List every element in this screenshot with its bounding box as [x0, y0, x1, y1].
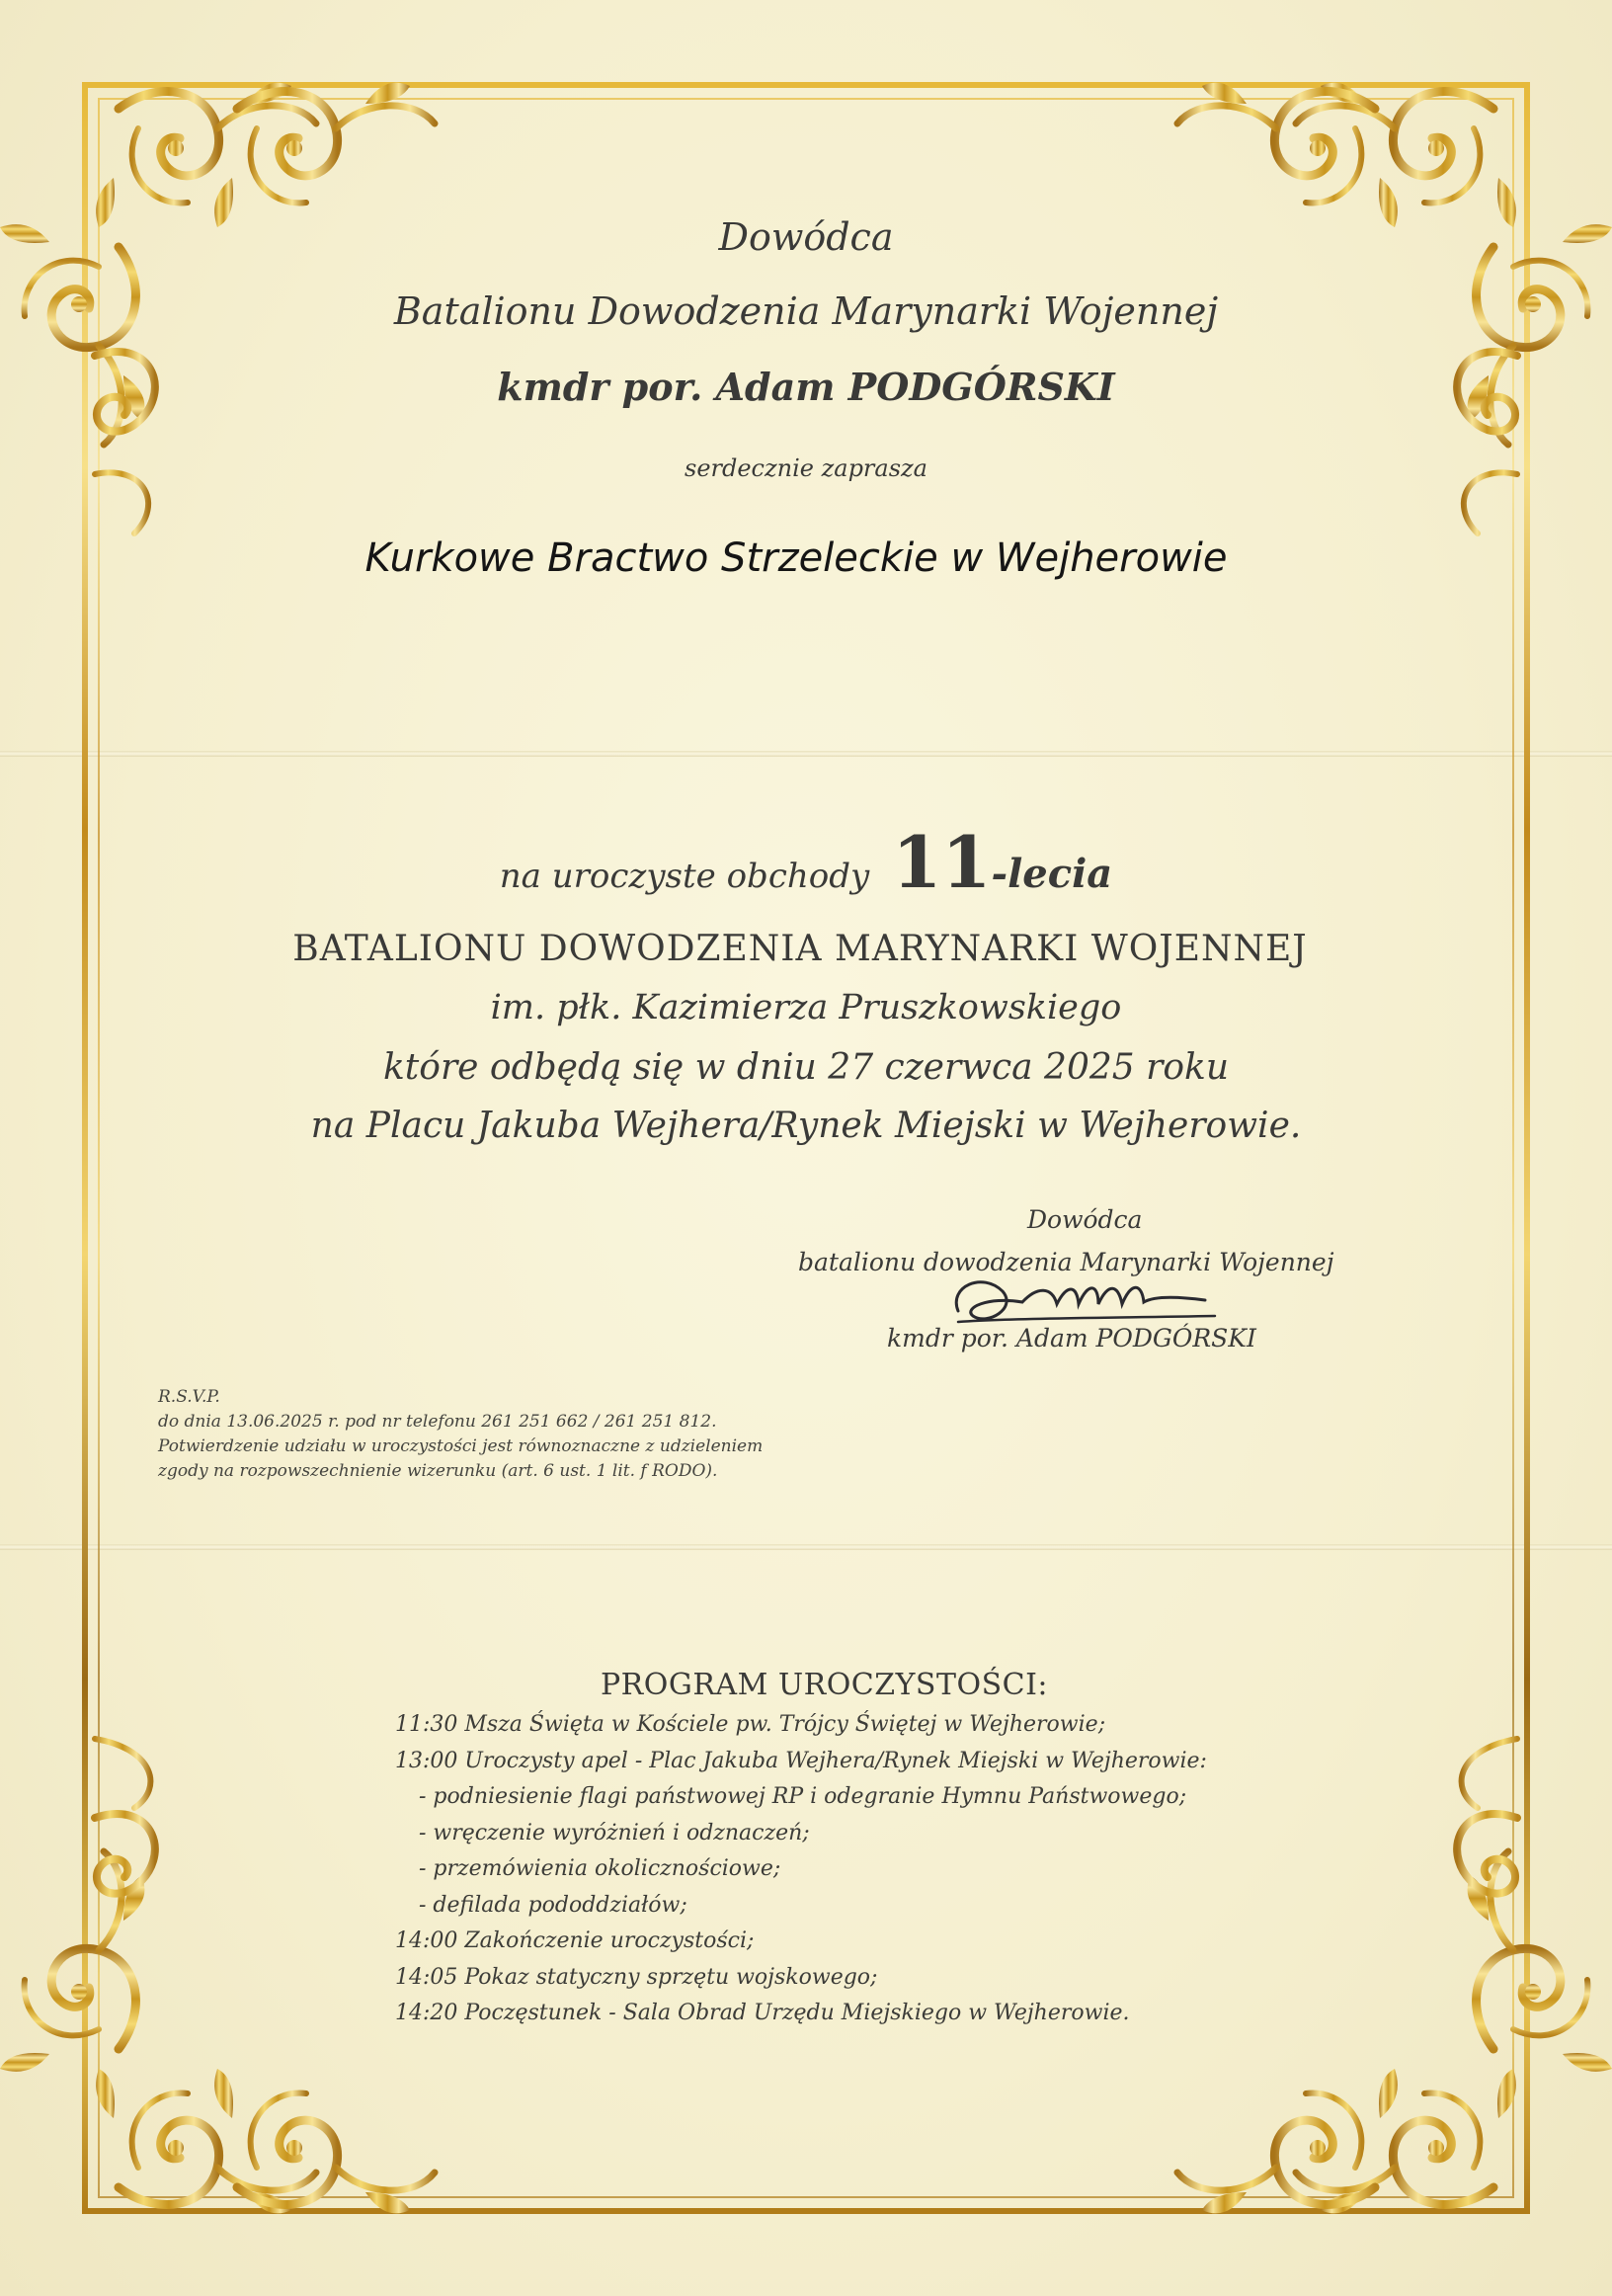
- rsvp-block: [158, 1385, 763, 1484]
- corner-ornament-bottom-right: [1177, 1851, 1612, 2213]
- signature-title: Dowódca: [1027, 1205, 1143, 1234]
- program-list: [395, 1707, 1207, 2032]
- unit-name: BATALIONU DOWODZENIA MARYNARKI WOJENNEJ: [292, 929, 1308, 969]
- anniversary-number: 11: [892, 820, 992, 904]
- program-item: 14:20 Poczęstunek - Sala Obrad Urzędu Miejskiego w Wejherowie.: [395, 2001, 1130, 2025]
- rsvp-heading: R.S.V.P.: [158, 1387, 220, 1407]
- program-title: PROGRAM UROCZYSTOŚCI:: [601, 1668, 1049, 1702]
- unit-patron: im. płk. Kazimierza Pruszkowskiego: [490, 988, 1122, 1027]
- program-subitem: - przemówienia okolicznościowe;: [419, 1856, 781, 1881]
- signature-unit: batalionu dowodzenia Marynarki Wojennej: [798, 1248, 1334, 1276]
- rsvp-consent-1: Potwierdzenie udziału w uroczystości jest równoznaczne z udzieleniem: [158, 1436, 764, 1456]
- rsvp-deadline: do dnia 13.06.2025 r. pod nr telefonu 261 251 662 / 261 251 812.: [158, 1412, 717, 1432]
- occasion-line: [0, 820, 1612, 904]
- corner-ornament-bottom-left: [0, 1851, 435, 2213]
- event-place: na Placu Jakuba Wejhera/Rynek Miejski w Wejherowie.: [310, 1106, 1302, 1146]
- program-subitem: - wręczenie wyróżnień i odznaczeń;: [419, 1820, 810, 1845]
- program-subitem: - podniesienie flagi państwowej RP i odegranie Hymnu Państwowego;: [419, 1784, 1187, 1809]
- program-item: 13:00 Uroczysty apel - Plac Jakuba Wejhera/Rynek Miejski w Wejherowie:: [395, 1748, 1207, 1773]
- side-ornament-left-lower: [95, 1739, 155, 1894]
- header-title: Dowódca: [718, 215, 894, 259]
- program-item: 11:30 Msza Święta w Kościele pw. Trójcy Świętej w Wejherowie;: [395, 1712, 1106, 1737]
- rsvp-consent-2: zgody na rozpowszechnienie wizerunku (art. 6 ust. 1 lit. f RODO).: [158, 1461, 718, 1481]
- signature-name: kmdr por. Adam PODGÓRSKI: [887, 1324, 1256, 1353]
- event-date: które odbędą się w dniu 27 czerwca 2025 roku: [382, 1047, 1230, 1088]
- header-commander: kmdr por. Adam PODGÓRSKI: [497, 365, 1115, 409]
- invitee-name: Kurkowe Bractwo Strzeleckie w Wejherowie: [364, 535, 1228, 581]
- program-subitem: - defilada pododdziałów;: [419, 1892, 687, 1918]
- side-ornament-right-lower: [1457, 1739, 1517, 1894]
- program-item: 14:05 Pokaz statyczny sprzętu wojskowego;: [395, 1964, 878, 1990]
- header-unit: Batalionu Dowodzenia Marynarki Wojennej: [393, 289, 1219, 333]
- program-item: 14:00 Zakończenie uroczystości;: [395, 1928, 755, 1953]
- header-invites: serdecznie zaprasza: [685, 454, 927, 482]
- occasion-suffix: -lecia: [991, 851, 1113, 897]
- occasion-prefix: na uroczyste obchody: [499, 857, 870, 896]
